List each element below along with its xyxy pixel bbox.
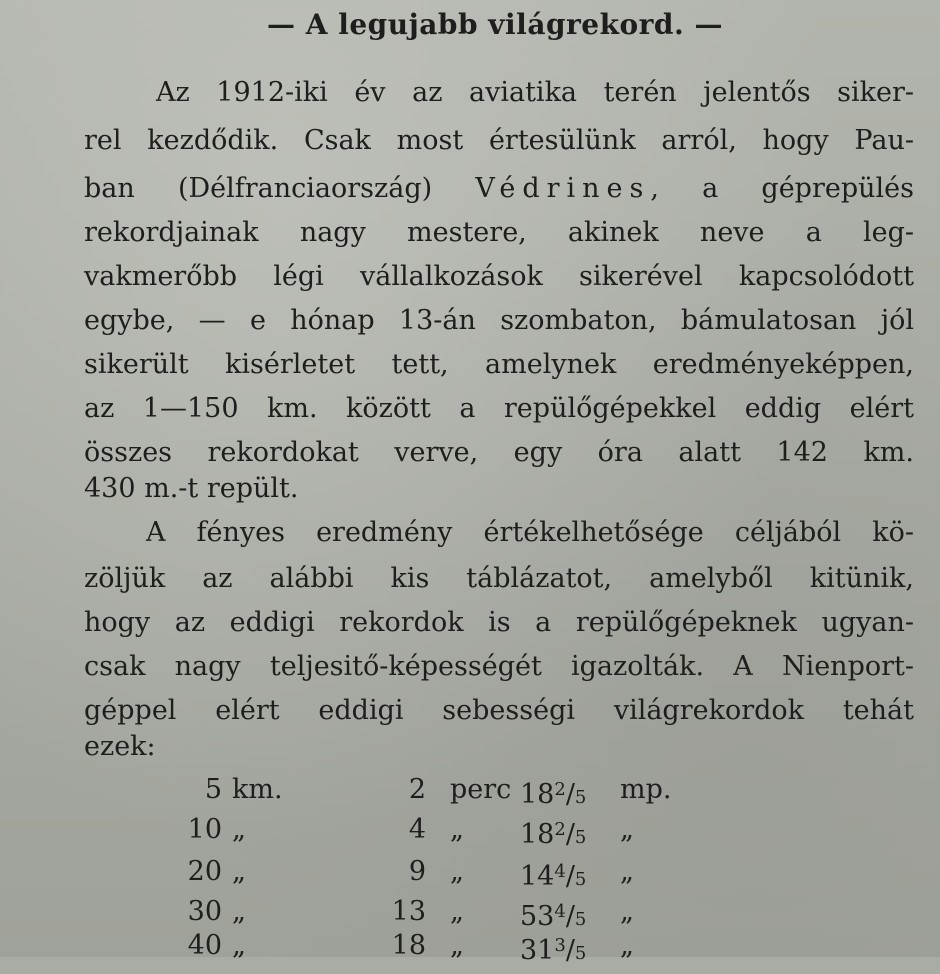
article-line-4: rekordjainak nagy mestere, akinek neve a leg- — [84, 217, 914, 248]
record-seconds-unit: „ — [620, 930, 634, 961]
record-minutes-unit: „ — [450, 814, 464, 845]
record-seconds-whole: 18 — [520, 819, 555, 850]
record-seconds-fraction-numerator: 4 — [554, 901, 566, 922]
article-line-7: sikerült kisérletet tett, amelynek eredményeképpen, — [84, 349, 914, 380]
article-line-13: hogy az eddigi rekordok is a repülőgépeknek ugyan- — [84, 607, 914, 638]
record-minutes: 4 — [408, 814, 426, 845]
record-seconds: $18^2/5$ — [520, 779, 587, 810]
record-distance: 40 — [187, 930, 222, 961]
article-line-3 — [84, 166, 914, 212]
article-line-6: egybe, — e hónap 13-án szombaton, bámulatosan jól — [84, 305, 914, 336]
record-seconds-fraction-denominator: 5 — [574, 943, 587, 964]
record-minutes: 2 — [408, 774, 426, 805]
record-seconds-whole: 18 — [520, 779, 555, 810]
article-line-1: Az 1912-iki év az aviatika terén jelentős siker- — [156, 77, 914, 108]
record-seconds-unit: „ — [620, 814, 634, 845]
records-table-row — [0, 852, 940, 892]
article-line-12: zöljük az alábbi kis táblázatot, amelyből kitünik, — [84, 563, 914, 594]
article-line-16: ezek: — [84, 731, 156, 762]
record-minutes: 9 — [408, 856, 426, 887]
record-seconds-whole: 31 — [520, 935, 555, 966]
record-seconds: $18^2/5$ — [520, 819, 587, 850]
record-distance-unit: „ — [232, 896, 246, 927]
records-table-row — [0, 770, 940, 810]
record-seconds: $53^4/5$ — [520, 901, 587, 932]
record-seconds: $14^4/5$ — [520, 861, 587, 892]
record-distance: 10 — [187, 814, 222, 845]
article-line-15: géppel elért eddigi sebességi világrekordok tehát — [84, 695, 914, 726]
article-line-8: az 1—150 km. között a repülőgépekkel eddig elért — [84, 393, 914, 424]
record-minutes-unit: „ — [450, 856, 464, 887]
record-seconds-whole: 53 — [520, 901, 555, 932]
article-line-3-before: ban (Délfranciaország) — [84, 173, 476, 204]
article-line-3-after: , a géprepülés — [650, 173, 914, 204]
record-distance: 5 — [204, 774, 222, 805]
article-person-name: Védrines — [475, 173, 651, 204]
article-line-14: csak nagy teljesitő-képességét igazolták. A Nienport- — [84, 651, 914, 682]
record-distance-unit: „ — [232, 814, 246, 845]
article-title: — A legujabb világrekord. — — [266, 8, 724, 41]
records-table-row — [0, 926, 940, 966]
record-seconds-fraction-denominator: 5 — [574, 827, 587, 848]
article-line-9: összes rekordokat verve, egy óra alatt 142 km. — [84, 437, 914, 468]
record-minutes-unit: „ — [450, 896, 464, 927]
record-distance-unit: „ — [232, 930, 246, 961]
record-seconds-fraction-numerator: 2 — [554, 779, 566, 800]
record-seconds: $31^3/5$ — [520, 935, 587, 966]
records-table-row — [0, 810, 940, 850]
record-minutes: 18 — [391, 930, 426, 961]
record-minutes-unit: perc — [450, 774, 512, 805]
record-distance: 20 — [187, 856, 222, 887]
record-minutes-unit: „ — [450, 930, 464, 961]
record-seconds-fraction-numerator: 4 — [554, 861, 566, 882]
record-seconds-fraction-denominator: 5 — [574, 869, 587, 890]
record-seconds-whole: 14 — [520, 861, 555, 892]
record-distance-unit: km. — [232, 774, 283, 805]
article-line-5: vakmerőbb légi vállalkozások sikerével kapcsolódott — [84, 261, 914, 292]
record-seconds-fraction-denominator: 5 — [574, 787, 587, 808]
record-distance-unit: „ — [232, 856, 246, 887]
record-seconds-fraction-numerator: 3 — [554, 935, 566, 956]
record-seconds-unit: „ — [620, 856, 634, 887]
record-seconds-unit: „ — [620, 896, 634, 927]
article-line-2: rel kezdődik. Csak most értesülünk arról, hogy Pau- — [84, 125, 914, 156]
article-line-10: 430 m.-t repült. — [84, 473, 299, 504]
record-seconds-unit: mp. — [620, 774, 672, 805]
record-seconds-fraction-denominator: 5 — [574, 909, 587, 930]
record-seconds-fraction-numerator: 2 — [554, 819, 566, 840]
record-minutes: 13 — [391, 896, 426, 927]
article-line-11: A fényes eredmény értékelhetősége céljából kö- — [146, 517, 914, 548]
record-distance: 30 — [187, 896, 222, 927]
